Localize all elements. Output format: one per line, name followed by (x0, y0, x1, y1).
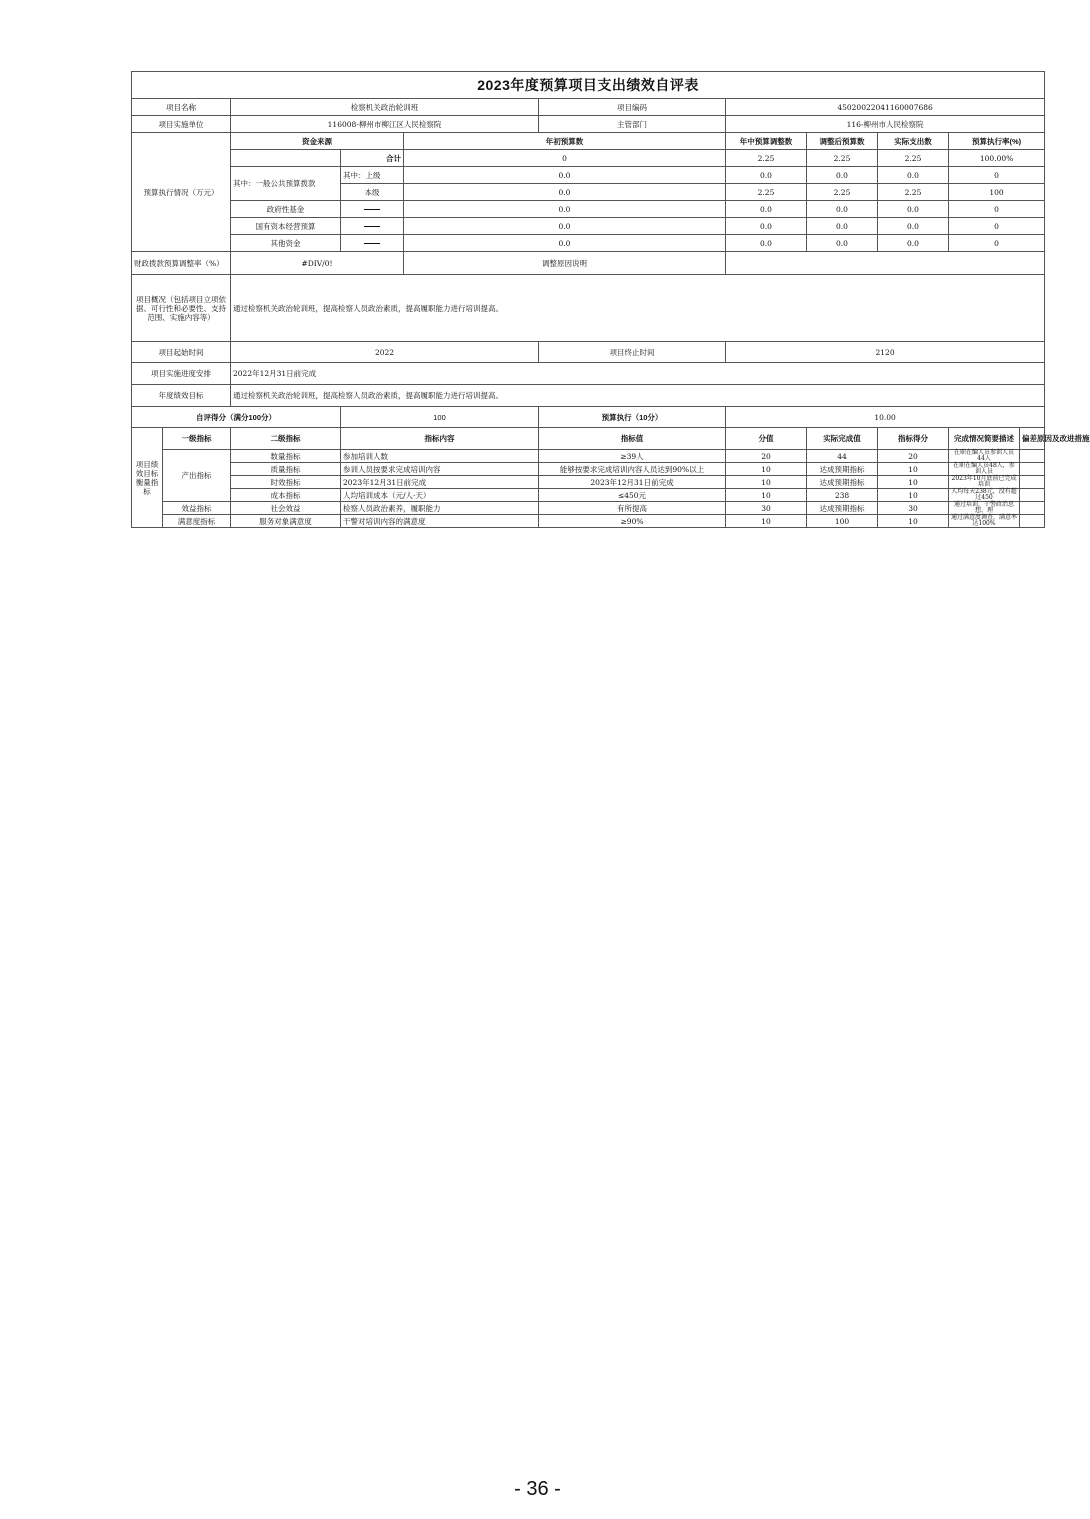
indicator-level2: 数量指标 (231, 450, 341, 463)
cell-rate: 0 (949, 167, 1045, 184)
indicator-value: 有所提高 (539, 502, 726, 515)
value-header: 指标值 (539, 428, 726, 450)
cell-actual: 2.25 (878, 150, 949, 167)
indicator-deviation (1020, 489, 1045, 502)
budget-row-other (132, 235, 1045, 252)
indicator-level2: 质量指标 (231, 463, 341, 476)
indicator-desc: 通过培训，干警政治思想、理 (949, 502, 1020, 515)
project-name-value: 检察机关政治轮训班 (231, 99, 539, 116)
indicator-score: 10 (878, 476, 949, 489)
content-header: 指标内容 (341, 428, 539, 450)
cell-midyear: 0.0 (726, 167, 807, 184)
completion-desc-header: 完成情况简要描述 (949, 428, 1020, 450)
project-name-label: 项目名称 (132, 99, 231, 116)
indicator-content: 干警对培训内容的满意度 (341, 515, 539, 528)
project-code-label: 项目编码 (539, 99, 726, 116)
adjusted-budget-header: 调整后预算数 (807, 133, 878, 150)
indicator-actual: 44 (807, 450, 878, 463)
indicator-content: 参训人员按要求完成培训内容 (341, 463, 539, 476)
total-label: 合计 (341, 150, 404, 167)
fiscal-adjust-rate-value: #DIV/0! (231, 252, 404, 275)
cell-actual: 0.0 (878, 167, 949, 184)
budget-exec-label: 预算执行情况（万元） (132, 133, 231, 252)
implementing-unit-label: 项目实施单位 (132, 116, 231, 133)
points-header: 分值 (726, 428, 807, 450)
annual-goal-label: 年度绩效目标 (132, 385, 231, 407)
indicator-points: 20 (726, 450, 807, 463)
dash-cell (341, 235, 404, 252)
cell-adjusted: 0.0 (807, 201, 878, 218)
indicator-level2: 时效指标 (231, 476, 341, 489)
annual-goal-value: 通过检察机关政治轮训班，提高检察人员政治素质，提高履职能力进行培训提高。 (231, 385, 1045, 407)
competent-dept-value: 116-柳州市人民检察院 (726, 116, 1045, 133)
indicator-row (132, 476, 1045, 489)
indicator-score: 10 (878, 463, 949, 476)
cell-adjusted: 0.0 (807, 218, 878, 235)
cell-rate: 100 (949, 184, 1045, 201)
gov-fund-label: 政府性基金 (231, 201, 341, 218)
indicator-value: 能够按要求完成培训内容人员达到90%以上 (539, 463, 726, 476)
actual-spend-header: 实际支出数 (878, 133, 949, 150)
cell-initial: 0.0 (404, 201, 726, 218)
satisfaction-indicator-label: 满意度指标 (163, 515, 231, 528)
indicator-content: 2023年12月31日前完成 (341, 476, 539, 489)
indicator-desc: 在职在编人员48人，参训人员 (949, 463, 1020, 476)
indicator-points: 10 (726, 515, 807, 528)
indicator-score: 20 (878, 450, 949, 463)
adjust-reason-value (726, 252, 1045, 275)
cell-midyear: 0.0 (726, 235, 807, 252)
indicator-points: 30 (726, 502, 807, 515)
indicator-deviation (1020, 450, 1045, 463)
indicator-row (132, 463, 1045, 476)
performance-evaluation-sheet (131, 71, 1090, 528)
cell-adjusted: 0.0 (807, 235, 878, 252)
indicator-deviation (1020, 476, 1045, 489)
cell-initial: 0 (404, 150, 726, 167)
self-score-label: 自评得分（满分100分） (132, 407, 341, 428)
evaluation-table (131, 71, 1090, 528)
start-time-label: 项目起始时间 (132, 342, 231, 363)
self-score-value: 100 (341, 407, 539, 428)
cell-initial: 0.0 (404, 218, 726, 235)
indicator-desc: 2023年10月底前已完成培训 (949, 476, 1020, 489)
budget-exec-score-label: 预算执行（10分） (539, 407, 726, 428)
upper-level-label: 其中：上级 (341, 167, 404, 184)
adjust-reason-label: 调整原因说明 (404, 252, 726, 275)
fiscal-adjust-rate-label: 财政拨款预算调整率（%） (132, 252, 231, 275)
cell-midyear: 0.0 (726, 218, 807, 235)
budget-exec-score-value: 10.00 (726, 407, 1045, 428)
indicator-content: 人均培训成本（元/人·天） (341, 489, 539, 502)
end-time-label: 项目终止时间 (539, 342, 726, 363)
dash-cell (341, 218, 404, 235)
table-title: 2023年度预算项目支出绩效自评表 (132, 72, 1045, 99)
level2-header: 二级指标 (231, 428, 341, 450)
indicator-row (132, 489, 1045, 502)
cell-adjusted: 2.25 (807, 150, 878, 167)
overview-value: 通过检察机关政治轮训班，提高检察人员政治素质，提高履职能力进行培训提高。 (231, 275, 1045, 342)
same-level-label: 本级 (341, 184, 404, 201)
indicator-desc: 通过满意度调查，满意率达100% (949, 515, 1020, 528)
indicator-row (132, 502, 1045, 515)
schedule-label: 项目实施进度安排 (132, 363, 231, 385)
budget-row-state (132, 218, 1045, 235)
level1-header: 一级指标 (163, 428, 231, 450)
indicator-desc: 在职在编人员参训人员44人 (949, 450, 1020, 463)
fund-source-header: 资金来源 (231, 133, 404, 150)
cell-midyear: 2.25 (726, 184, 807, 201)
indicator-points: 10 (726, 489, 807, 502)
indicator-score-header: 指标得分 (878, 428, 949, 450)
cell-midyear: 0.0 (726, 201, 807, 218)
cell-adjusted: 0.0 (807, 167, 878, 184)
overview-label: 项目概况（包括项目立项依据、可行性和必要性、支持范围、实施内容等） (132, 275, 231, 342)
cell-initial: 0.0 (404, 235, 726, 252)
general-budget-label: 其中：一般公共预算拨款 (231, 167, 341, 201)
indicator-actual: 达成预期指标 (807, 476, 878, 489)
indicator-deviation (1020, 502, 1045, 515)
indicator-score: 10 (878, 515, 949, 528)
indicator-row (132, 450, 1045, 463)
indicator-row (132, 515, 1045, 528)
indicator-actual: 达成预期指标 (807, 502, 878, 515)
budget-row-gov (132, 201, 1045, 218)
schedule-value: 2022年12月31日前完成 (231, 363, 1045, 385)
project-code-value: 45020022041160007686 (726, 99, 1045, 116)
indicator-actual: 100 (807, 515, 878, 528)
indicator-value: ≤450元 (539, 489, 726, 502)
exec-rate-header: 预算执行率(%) (949, 133, 1045, 150)
indicator-value: ≥90% (539, 515, 726, 528)
indicator-score: 10 (878, 489, 949, 502)
dash-cell (341, 201, 404, 218)
indicator-deviation (1020, 463, 1045, 476)
initial-budget-header: 年初预算数 (404, 133, 726, 150)
cell-actual: 2.25 (878, 184, 949, 201)
competent-dept-label: 主管部门 (539, 116, 726, 133)
start-time-value: 2022 (231, 342, 539, 363)
indicator-deviation (1020, 515, 1045, 528)
cell-initial: 0.0 (404, 184, 726, 201)
cell-actual: 0.0 (878, 235, 949, 252)
budget-row-upper (132, 167, 1045, 184)
state-capital-label: 国有资本经营预算 (231, 218, 341, 235)
cell-rate: 100.00% (949, 150, 1045, 167)
deviation-header: 偏差原因及改进措施 (1020, 428, 1045, 450)
budget-row-total (132, 150, 1045, 167)
midyear-adjust-header: 年中预算调整数 (726, 133, 807, 150)
indicator-content: 检察人员政治素养，履职能力 (341, 502, 539, 515)
cell-rate: 0 (949, 235, 1045, 252)
output-indicator-label: 产出指标 (163, 450, 231, 502)
perf-indicators-label: 项目绩效目标衡量指标 (132, 428, 163, 528)
indicator-points: 10 (726, 463, 807, 476)
implementing-unit-value: 116008-柳州市柳江区人民检察院 (231, 116, 539, 133)
indicator-value: ≥39人 (539, 450, 726, 463)
benefit-indicator-label: 效益指标 (163, 502, 231, 515)
indicator-content: 参加培训人数 (341, 450, 539, 463)
indicator-points: 10 (726, 476, 807, 489)
cell-initial: 0.0 (404, 167, 726, 184)
other-funds-label: 其他资金 (231, 235, 341, 252)
indicator-level2: 社会效益 (231, 502, 341, 515)
indicator-level2: 服务对象满意度 (231, 515, 341, 528)
cell-midyear: 2.25 (726, 150, 807, 167)
indicator-level2: 成本指标 (231, 489, 341, 502)
cell-rate: 0 (949, 218, 1045, 235)
indicator-score: 30 (878, 502, 949, 515)
cell-actual: 0.0 (878, 218, 949, 235)
indicator-actual: 达成预期指标 (807, 463, 878, 476)
cell-actual: 0.0 (878, 201, 949, 218)
indicator-desc: 人均每天238元，没有超过450 (949, 489, 1020, 502)
end-time-value: 2120 (726, 342, 1045, 363)
cell-adjusted: 2.25 (807, 184, 878, 201)
indicator-actual: 238 (807, 489, 878, 502)
indicator-value: 2023年12月31日前完成 (539, 476, 726, 489)
page-number: - 36 - (514, 1478, 561, 1500)
actual-value-header: 实际完成值 (807, 428, 878, 450)
cell-rate: 0 (949, 201, 1045, 218)
